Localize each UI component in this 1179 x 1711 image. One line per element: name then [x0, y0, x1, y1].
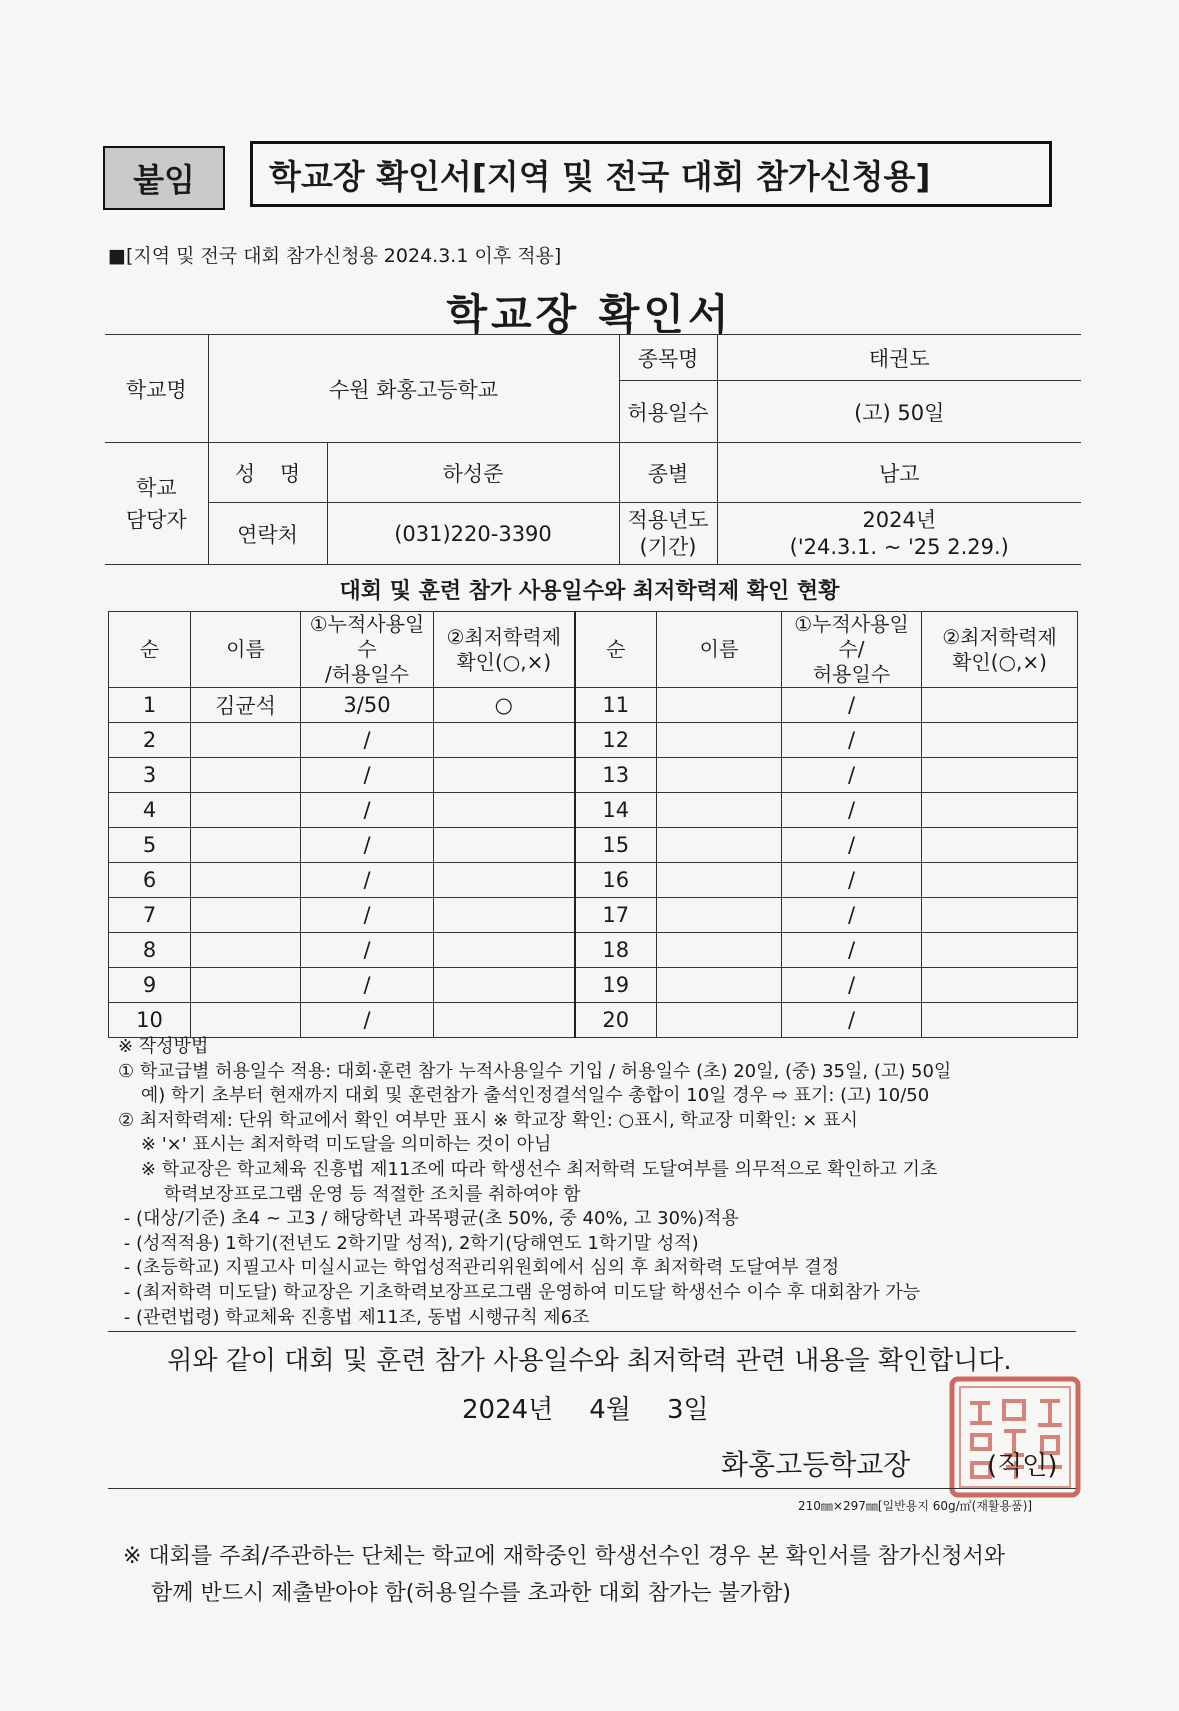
list-title: 대회 및 훈련 참가 사용일수와 최저학력제 확인 현황: [339, 579, 840, 604]
row-no: 13: [575, 758, 657, 793]
row-check: [922, 863, 1078, 898]
row-days: /: [782, 688, 922, 723]
row-check: [922, 933, 1078, 968]
table-row: [109, 723, 1078, 758]
contact-value: (031)220-3390: [327, 503, 619, 565]
row-no: 18: [575, 933, 657, 968]
row-days: /: [301, 898, 434, 933]
row-check: [922, 898, 1078, 933]
row-name: [657, 723, 782, 758]
instructions: [118, 1035, 1078, 1330]
row-days: /: [782, 863, 922, 898]
row-name: [191, 723, 301, 758]
row-name: [191, 933, 301, 968]
row-days: /: [301, 1003, 434, 1038]
row-name: [191, 968, 301, 1003]
header-check-left-line1: ②최저학력제: [446, 624, 562, 649]
row-name: [657, 898, 782, 933]
header-days-right: [782, 612, 922, 688]
divider: [108, 1488, 1076, 1489]
row-no: 17: [575, 898, 657, 933]
table-row: [109, 863, 1078, 898]
row-name: [657, 793, 782, 828]
header-days-left-line2: /허용일수: [324, 662, 410, 686]
signer-name: 화홍고등학교장: [721, 1448, 911, 1481]
row-name: [191, 1003, 301, 1038]
row-name: [191, 898, 301, 933]
row-no: 19: [575, 968, 657, 1003]
table-row: [109, 688, 1078, 723]
row-check: [922, 688, 1078, 723]
row-days: /: [301, 863, 434, 898]
row-check: [434, 758, 575, 793]
form-title: 학교장 확인서[지역 및 전국 대회 참가신청용]: [250, 141, 1052, 207]
row-days: /: [301, 828, 434, 863]
year-label-line2: (기간): [639, 534, 697, 559]
row-name: [191, 828, 301, 863]
category-label: 종별: [619, 443, 717, 503]
event-value: 태권도: [717, 335, 1081, 381]
usage-table: [108, 611, 1078, 1038]
row-days: /: [301, 723, 434, 758]
footer-note-line2: 함께 반드시 제출받아야 함(허용일수를 초과한 대회 참가는 불가함): [123, 1581, 791, 1606]
table-header-row: [109, 612, 1078, 688]
table-row: [109, 933, 1078, 968]
row-no: 5: [109, 828, 191, 863]
row-days: /: [301, 968, 434, 1003]
instruction-line: 예) 학기 초부터 현재까지 대회 및 훈련참가 출석인정결석일수 총합이 10일 경우 ⇨ 표기: (고) 10/50: [118, 1085, 930, 1107]
row-check: [922, 758, 1078, 793]
row-check: [434, 968, 575, 1003]
year-label: [619, 503, 717, 565]
year-label-line1: 적용년도: [627, 507, 709, 532]
row-check: [434, 723, 575, 758]
manager-label-line1: 학교: [135, 475, 177, 500]
date-year: 2024년: [462, 1395, 554, 1425]
row-no: 9: [109, 968, 191, 1003]
row-no: 15: [575, 828, 657, 863]
row-no: 11: [575, 688, 657, 723]
instruction-line: ① 학교급별 허용일수 적용: 대회·훈련 참가 누적사용일수 기입 / 허용일수 (초) 20일, (중) 35일, (고) 50일: [118, 1060, 952, 1082]
row-check: [434, 898, 575, 933]
row-no: 8: [109, 933, 191, 968]
row-no: 2: [109, 723, 191, 758]
header-check-right-line1: ②최저학력제: [942, 624, 1057, 649]
name-label: 성 명: [208, 443, 327, 503]
instruction-line: ※ '×' 표시는 최저학력 미도달을 의미하는 것이 아님: [118, 1134, 552, 1156]
row-days: /: [301, 933, 434, 968]
instruction-line: 학력보장프로그램 운영 등 적절한 조치를 취하여야 함: [118, 1183, 581, 1205]
row-no: 20: [575, 1003, 657, 1038]
name-value: 하성준: [327, 443, 619, 503]
row-days: /: [301, 758, 434, 793]
header-days-right-line1: ①누적사용일수/: [794, 612, 909, 661]
instruction-line: - (최저학력 미도달) 학교장은 기초학력보장프로그램 운영하여 미도달 학생선수 이수 후 대회참가 가능: [118, 1281, 921, 1303]
footer-note-line1: ※ 대회를 주최/주관하는 단체는 학교에 재학중인 학생선수인 경우 본 확인서를 참가신청서와: [123, 1544, 1006, 1569]
instructions-heading: ※ 작성방법: [118, 1036, 209, 1057]
row-no: 10: [109, 1003, 191, 1038]
row-name: [657, 933, 782, 968]
row-name: [191, 758, 301, 793]
row-days: /: [782, 933, 922, 968]
header-check-right: [922, 612, 1078, 688]
row-check: [434, 793, 575, 828]
header-check-left: [434, 612, 575, 688]
year-value-cell: [717, 503, 1081, 565]
header-name-left: 이름: [191, 612, 301, 688]
header-no-right: 순: [575, 612, 657, 688]
school-label: 학교명: [105, 335, 208, 443]
row-check: [434, 828, 575, 863]
date-day: 3일: [666, 1395, 709, 1425]
divider: [108, 1331, 1076, 1332]
row-no: 1: [109, 688, 191, 723]
table-row: [109, 1003, 1078, 1038]
row-check: [922, 1003, 1078, 1038]
attachment-tag: 붙임: [103, 146, 225, 210]
contact-label: 연락처: [208, 503, 327, 565]
row-name: [657, 828, 782, 863]
row-days: /: [782, 1003, 922, 1038]
table-row: [109, 793, 1078, 828]
instruction-line: ② 최저학력제: 단위 학교에서 확인 여부만 표시 ※ 학교장 확인: ○표시, 학교장 미확인: × 표시: [118, 1109, 858, 1131]
table-row: [109, 968, 1078, 1003]
allowed-days-value: (고) 50일: [717, 381, 1081, 443]
row-no: 16: [575, 863, 657, 898]
row-no: 12: [575, 723, 657, 758]
row-name: [657, 758, 782, 793]
manager-label-line2: 담당자: [125, 507, 187, 532]
row-name: [657, 688, 782, 723]
applicability-note: ■[지역 및 전국 대회 참가신청용 2024.3.1 이후 적용]: [108, 245, 562, 267]
header-check-left-line2: 확인(○,×): [456, 649, 552, 674]
manager-label: [105, 443, 208, 565]
row-name: [191, 863, 301, 898]
instruction-line: - (성적적용) 1학기(전년도 2학기말 성적), 2학기(당해연도 1학기말 성적): [118, 1232, 699, 1254]
confirmation-statement: 위와 같이 대회 및 훈련 참가 사용일수와 최저학력 관련 내용을 확인합니다.: [167, 1346, 1012, 1376]
row-check: [922, 828, 1078, 863]
row-no: 3: [109, 758, 191, 793]
table-row: [109, 898, 1078, 933]
school-name: 수원 화홍고등학교: [208, 335, 619, 443]
row-name: [657, 1003, 782, 1038]
period-value: ('24.3.1. ~ '25 2.29.): [789, 534, 1009, 559]
row-check: [922, 968, 1078, 1003]
header-days-left: [301, 612, 434, 688]
confirmation-date: [462, 1389, 745, 1426]
row-name: [191, 793, 301, 828]
row-days: /: [782, 723, 922, 758]
row-name: 김균석: [191, 688, 301, 723]
instruction-line: ※ 학교장은 학교체육 진흥법 제11조에 따라 학생선수 최저학력 도달여부를 의무적으로 확인하고 기초: [118, 1158, 938, 1180]
footer-note: [123, 1538, 1005, 1612]
info-table: [105, 334, 1081, 565]
row-days: 3/50: [301, 688, 434, 723]
header-days-left-line1: ①누적사용일수: [309, 612, 425, 661]
table-row: [109, 758, 1078, 793]
paper-size-note: 210㎜×297㎜[일반용지 60g/㎡(재활용품)]: [798, 1499, 1033, 1513]
row-check: [434, 933, 575, 968]
row-no: 4: [109, 793, 191, 828]
date-month: 4월: [589, 1395, 631, 1425]
instruction-line: - (관련법령) 학교체육 진흥법 제11조, 동법 시행규칙 제6조: [118, 1306, 590, 1328]
row-days: /: [301, 793, 434, 828]
row-check: [922, 723, 1078, 758]
row-check: [434, 1003, 575, 1038]
row-days: /: [782, 968, 922, 1003]
row-name: [657, 863, 782, 898]
year-value: 2024년: [862, 507, 937, 532]
table-row: [109, 828, 1078, 863]
header-check-right-line2: 확인(○,×): [952, 649, 1047, 674]
row-no: 7: [109, 898, 191, 933]
row-check: ○: [434, 688, 575, 723]
header-name-right: 이름: [657, 612, 782, 688]
row-check: [922, 793, 1078, 828]
category-value: 남고: [717, 443, 1081, 503]
row-name: [657, 968, 782, 1003]
seal-label: (직인): [987, 1451, 1058, 1481]
event-label: 종목명: [619, 335, 717, 381]
row-no: 14: [575, 793, 657, 828]
row-check: [434, 863, 575, 898]
instruction-line: - (초등학교) 지필고사 미실시교는 학업성적관리위원회에서 심의 후 최저학력 도달여부 결정: [118, 1257, 840, 1279]
allowed-days-label: 허용일수: [619, 381, 717, 443]
row-days: /: [782, 758, 922, 793]
row-days: /: [782, 793, 922, 828]
row-days: /: [782, 828, 922, 863]
document-title: 학교장 확인서: [446, 290, 733, 339]
header-no-left: 순: [109, 612, 191, 688]
row-no: 6: [109, 863, 191, 898]
instruction-line: - (대상/기준) 초4 ~ 고3 / 해당학년 과목평균(초 50%, 중 40%, 고 30%)적용: [118, 1208, 739, 1230]
row-days: /: [782, 898, 922, 933]
header-days-right-line2: 허용일수: [812, 662, 891, 686]
